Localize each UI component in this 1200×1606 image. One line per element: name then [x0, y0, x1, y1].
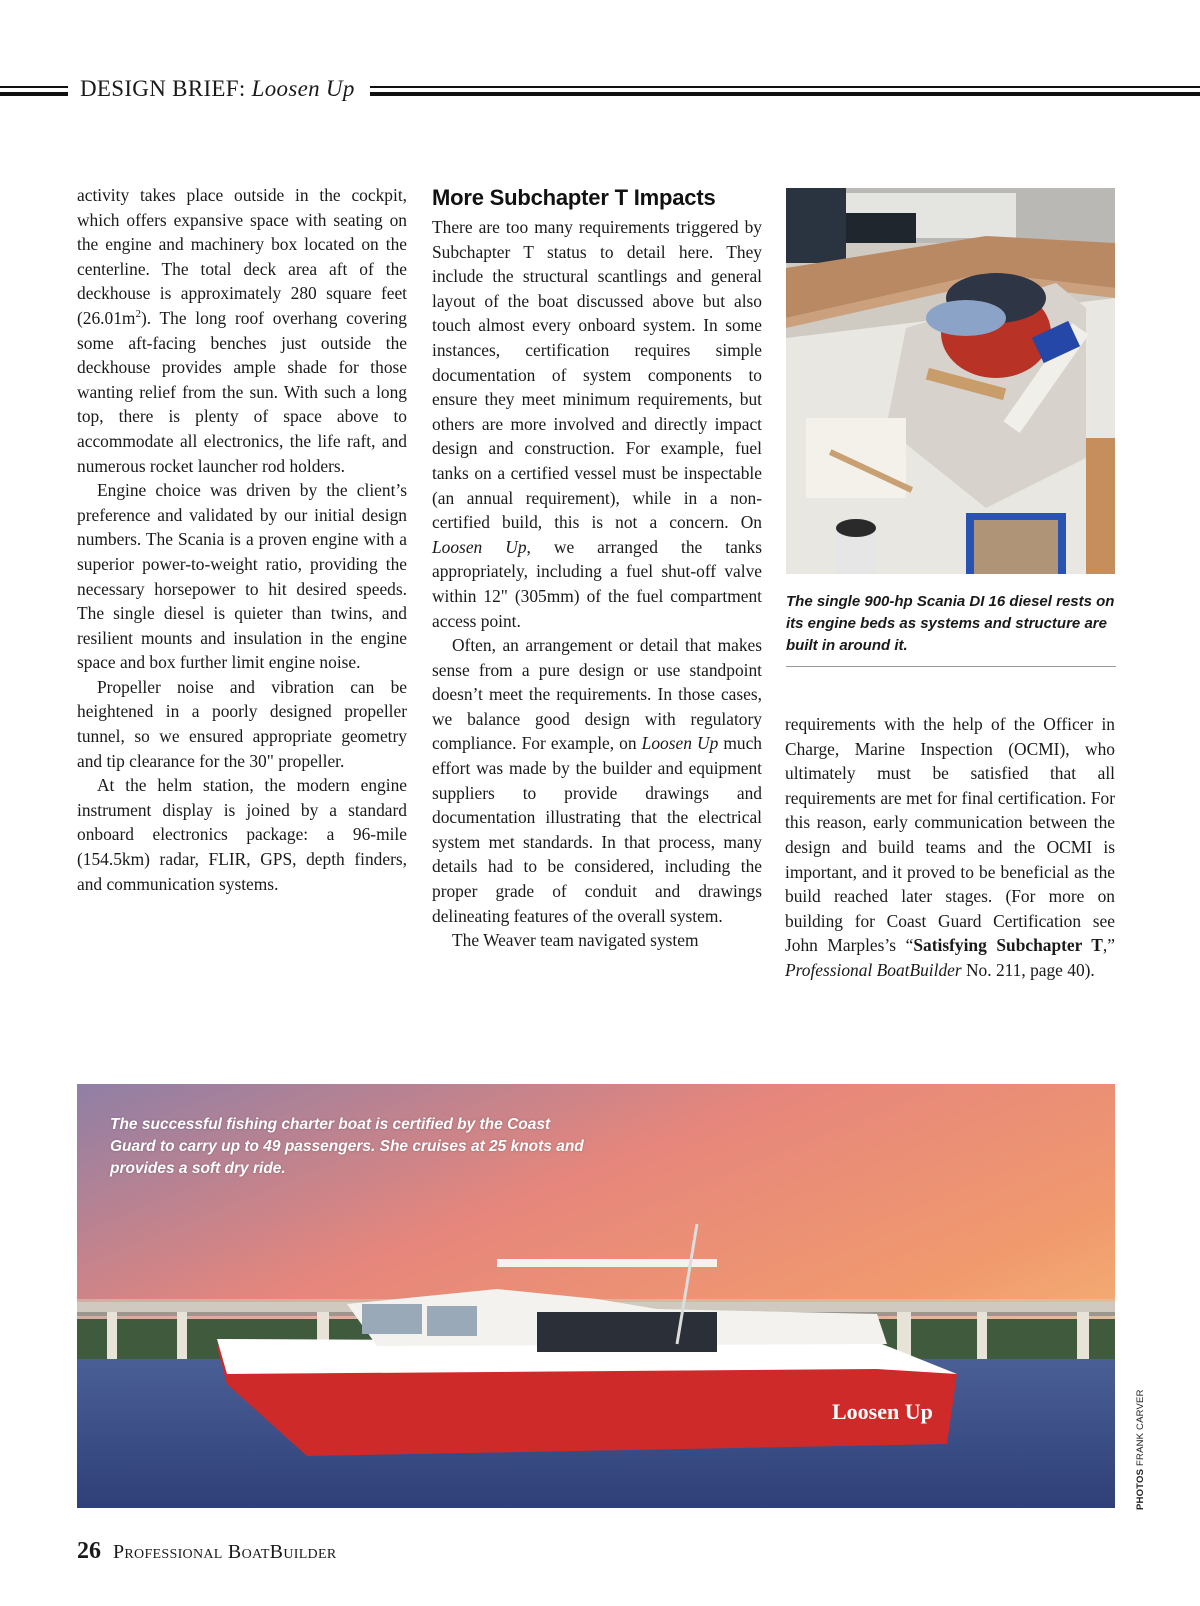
engine-photo-illustration: [786, 188, 1115, 574]
page-number: 26: [77, 1538, 101, 1564]
text-run: ,”: [1102, 935, 1115, 956]
photo-credit-name: FRANK CARVER: [1135, 1389, 1146, 1466]
paragraph: Engine choice was driven by the client’s preference and validated by our initial design numbers. The Scania is a proven engine with a superior power-to-weight ratio, providing the necessary horsepower to hit desired speeds. The single diesel is quieter than twins, and resilient mounts and insulation in the engine space and box further limit engine noise.: [77, 480, 407, 673]
engine-room-photo: [786, 188, 1115, 574]
paragraph: At the helm station, the modern engine instrument display is joined by a standard onboard electronics package: a 96-mile (154.5km) radar, FLIR, GPS, depth finders, and communication systems.: [77, 775, 407, 894]
article-reference-title: Satisfying Subchapter T: [913, 935, 1103, 956]
paragraph: [432, 633, 762, 928]
text-column-2: [432, 183, 762, 953]
boat-name-italic: Loosen Up: [641, 733, 719, 754]
section-heading: More Subchapter T Impacts: [432, 185, 716, 210]
header-rule-right: [370, 86, 1200, 95]
magazine-name: Professional BoatBuilder: [113, 1541, 337, 1563]
text-run: , we arranged the tanks appropriately, including a fuel shut-off valve within 12" (305mm) of the fuel compartment access point.: [432, 536, 762, 631]
paragraph: [77, 183, 407, 478]
photo-credit: [1135, 1389, 1146, 1510]
text-run: much effort was made by the builder and equipment suppliers to provide drawings and documentation illustrating that the electrical system met standards. In that process, many details had to be considered, including the proper grade of conduit and drawings delineating features of the overall system.: [432, 733, 762, 926]
text-run: requirements with the help of the Officer in Charge, Marine Inspection (OCMI), who ultimately must be satisfied that all requirements are met for final certification. For this reason, early communication between the design and build teams and the OCMI is important, and it proved to be beneficial as the build reached later stages. (For more on building for Coast Guard Certification see John Marples’s “: [785, 714, 1115, 956]
paragraph: [785, 712, 1115, 983]
text-column-1: [77, 183, 407, 896]
hull-name-text: Loosen Up: [832, 1399, 933, 1424]
header-title: [80, 76, 355, 102]
text-run: There are too many requirements triggered by Subchapter T status to detail here. They include the structural scantlings and general layout of the boat discussed above but also touch almost every onboard system. In some instances, certification requires simple documentation of system components to ensure they meet minimum requirements, but others are more involved and directly impact design and construction. For example, fuel tanks on a certified vessel must be inspectable (an annual requirement), while in a non-certified build, this is not a concern. On: [432, 217, 762, 533]
superscript: 2: [135, 308, 141, 321]
paragraph: The Weaver team navigated system: [452, 930, 699, 951]
text-run: ). The long roof overhang covering some aft-facing benches just outside the deckhouse provides ample shade for those wanting relief from the sun. With such a long top, there is plenty of space above to accommodate all electronics, the life raft, and numerous rocket launcher rod holders.: [77, 307, 407, 476]
text-run: activity takes place outside in the cockpit, which offers expansive space with seating on the engine and machinery box located on the centerline. The total deck area aft of the deckhouse is approximately 280 square feet (26.01m: [77, 185, 407, 328]
text-run: No. 211, page 40).: [961, 959, 1095, 980]
text-column-3: [785, 712, 1115, 983]
paragraph: Propeller noise and vibration can be heightened in a poorly designed propeller tunnel, so we ensured appropriate geometry and tip clearance for the 30" propeller.: [77, 676, 407, 771]
engine-photo-caption: The single 900-hp Scania DI 16 diesel rests on its engine beds as systems and structure are built in around it.: [786, 593, 1115, 654]
page-footer: [77, 1538, 336, 1565]
running-header: [0, 78, 1200, 108]
photo-credit-label: PHOTOS: [1135, 1468, 1146, 1510]
magazine-reference: Professional BoatBuilder: [785, 959, 962, 980]
caption-divider: [786, 666, 1116, 667]
text-run: Often, an arrangement or detail that makes sense from a pure design or use standpoint doesn’t meet the requirements. In those cases, we balance good design with regulatory compliance. For example, on: [432, 635, 762, 754]
header-section: DESIGN BRIEF:: [80, 76, 246, 101]
boat-photo-caption: The successful fishing charter boat is certified by the Coast Guard to carry up to 49 passengers. She cruises at 25 knots and provides a soft dry ride.: [110, 1116, 584, 1177]
paragraph: [432, 215, 762, 633]
header-rule-left: [0, 86, 68, 95]
boat-name-italic: Loosen Up: [432, 536, 527, 557]
header-article-title: Loosen Up: [251, 76, 355, 101]
